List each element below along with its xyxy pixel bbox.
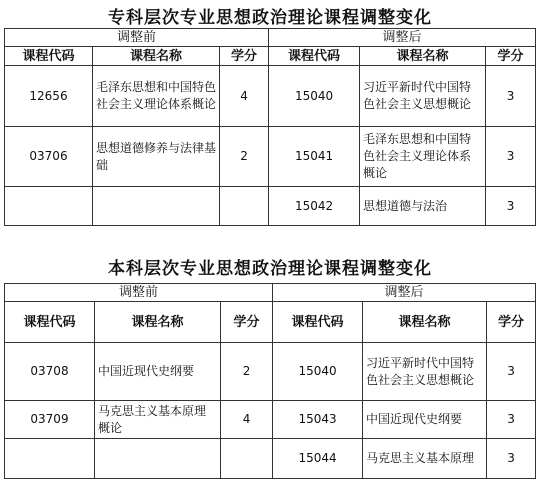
course-code-cell: 15041 (269, 127, 360, 187)
course-code-cell: 15040 (273, 343, 363, 401)
header-course-name: 课程名称 (93, 47, 220, 66)
credits-cell: 3 (486, 66, 536, 127)
course-name-cell: 习近平新时代中国特色社会主义思想概论 (363, 343, 487, 401)
credits-cell: 2 (220, 127, 269, 187)
group-before: 调整前 (5, 284, 273, 302)
credits-cell: 4 (221, 401, 273, 439)
table-row (5, 343, 536, 401)
table-title: 本科层次专业思想政治理论课程调整变化 (108, 259, 432, 279)
course-code-cell: 15044 (273, 439, 363, 479)
credits-cell: 4 (220, 66, 269, 127)
credits-cell: 3 (487, 343, 536, 401)
course-code-cell: 03708 (5, 343, 95, 401)
header-course-name: 课程名称 (363, 302, 487, 343)
group-before: 调整前 (5, 29, 269, 47)
table-row (5, 127, 536, 187)
course-name-cell: 毛泽东思想和中国特色社会主义理论体系概论 (360, 127, 486, 187)
credits-cell: 3 (487, 401, 536, 439)
header-course-code: 课程代码 (5, 302, 95, 343)
header-course-code: 课程代码 (273, 302, 363, 343)
credits-cell: 3 (486, 127, 536, 187)
course-code-cell (5, 439, 95, 479)
credits-cell: 3 (487, 439, 536, 479)
table-title: 专科层次专业思想政治理论课程调整变化 (108, 8, 432, 28)
course-name-cell (95, 439, 221, 479)
course-name-cell: 中国近现代史纲要 (363, 401, 487, 439)
table-row (5, 401, 536, 439)
credits-cell: 3 (486, 187, 536, 226)
header-credits: 学分 (221, 302, 273, 343)
course-name-cell: 习近平新时代中国特色社会主义思想概论 (360, 66, 486, 127)
header-course-code: 课程代码 (269, 47, 360, 66)
credits-cell (220, 187, 269, 226)
course-name-cell: 中国近现代史纲要 (95, 343, 221, 401)
header-credits: 学分 (486, 47, 536, 66)
header-credits: 学分 (220, 47, 269, 66)
credits-cell: 2 (221, 343, 273, 401)
table-row (5, 187, 536, 226)
course-code-cell: 12656 (5, 66, 93, 127)
course-code-cell (5, 187, 93, 226)
course-name-cell: 思想道德修养与法律基础 (93, 127, 220, 187)
course-code-cell: 03706 (5, 127, 93, 187)
credits-cell (221, 439, 273, 479)
header-course-code: 课程代码 (5, 47, 93, 66)
course-table-associate (4, 28, 536, 226)
header-credits: 学分 (487, 302, 536, 343)
course-name-cell: 马克思主义基本原理概论 (95, 401, 221, 439)
course-table-undergraduate (4, 283, 536, 479)
header-course-name: 课程名称 (95, 302, 221, 343)
course-name-cell (93, 187, 220, 226)
course-code-cell: 15043 (273, 401, 363, 439)
course-code-cell: 03709 (5, 401, 95, 439)
group-after: 调整后 (269, 29, 536, 47)
table-row (5, 66, 536, 127)
course-code-cell: 15042 (269, 187, 360, 226)
course-name-cell: 马克思主义基本原理 (363, 439, 487, 479)
group-after: 调整后 (273, 284, 536, 302)
course-name-cell: 毛泽东思想和中国特色社会主义理论体系概论 (93, 66, 220, 127)
course-code-cell: 15040 (269, 66, 360, 127)
table-row (5, 439, 536, 479)
course-name-cell: 思想道德与法治 (360, 187, 486, 226)
header-course-name: 课程名称 (360, 47, 486, 66)
